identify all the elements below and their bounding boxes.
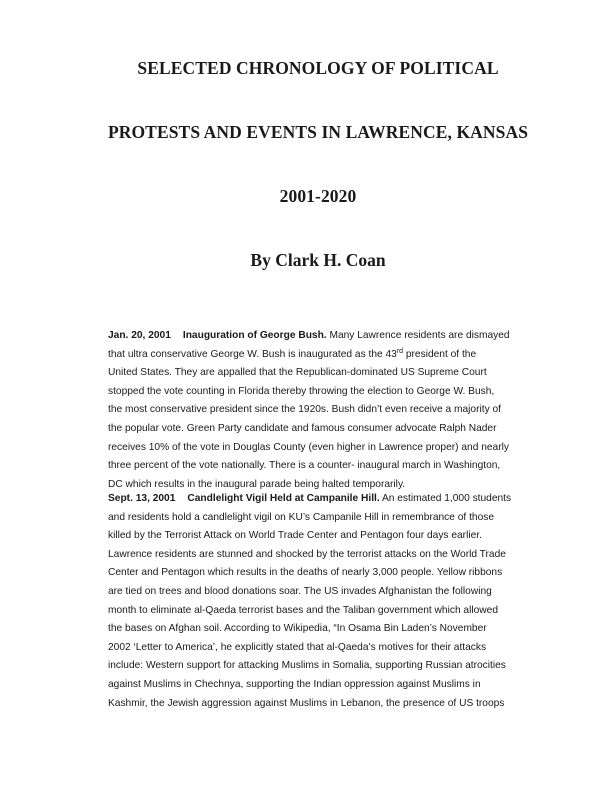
- entry-line: include: Western support for attacking Muslims in Somalia, supporting Russian atrocities: [108, 660, 506, 672]
- title-line-1: SELECTED CHRONOLOGY OF POLITICAL: [137, 58, 499, 78]
- entry-text: that ultra conservative George W. Bush is inaugurated as the 43: [108, 348, 397, 360]
- entry-line: receives 10% of the vote in Douglas County (even higher in Lawrence proper) and nearly: [108, 441, 509, 453]
- entry-line: are tied on trees and blood donations soar. The US invades Afghanistan the following: [108, 585, 492, 597]
- entry-line: [108, 346, 548, 365]
- entry-line: DC which results in the inaugural parade being halted temporarily.: [108, 478, 406, 490]
- entry-line: three percent of the vote nationally. There is a counter- inaugural march in Washington,: [108, 460, 501, 472]
- author-byline: By Clark H. Coan: [250, 250, 386, 270]
- entry-text: Many Lawrence residents are dismayed: [326, 330, 510, 341]
- entry-line: stopped the vote counting in Florida thereby throwing the election to George W. Bush,: [108, 385, 495, 397]
- entry-text: president of the: [403, 348, 477, 360]
- entry-line: the popular vote. Green Party candidate and famous consumer advocate Ralph Nader: [108, 422, 497, 434]
- entry-line: [108, 490, 548, 509]
- title-line-2: PROTESTS AND EVENTS IN LAWRENCE, KANSAS: [107, 122, 529, 142]
- entry-line: [108, 327, 548, 346]
- entry-line: 2002 ‘Letter to America’, he explicitly stated that al-Qaeda’s motives for their attacks: [108, 641, 487, 653]
- entry-line: month to eliminate al-Qaeda terrorist bases and the Taliban government which allowed: [108, 604, 498, 616]
- entry-line: killed by the Terrorist Attack on World Trade Center and Pentagon four days earlier.: [108, 530, 482, 542]
- entry-heading: Inauguration of George Bush.: [182, 330, 327, 341]
- entry-line: Center and Pentagon which results in the deaths of nearly 3,000 people. Yellow ribbons: [108, 567, 503, 579]
- entry-heading: Candlelight Vigil Held at Campanile Hill.: [187, 493, 380, 504]
- entry-line: Kashmir, the Jewish aggression against Muslims in Lebanon, the presence of US troops: [108, 697, 505, 709]
- entry-date: Sept. 13, 2001: [108, 493, 176, 504]
- entry-line: the bases on Afghan soil. According to Wikipedia, “In Osama Bin Laden’s November: [108, 623, 487, 635]
- entry-text: An estimated 1,000 students: [379, 493, 512, 504]
- chronology-entry-2001-01-20: [108, 327, 548, 494]
- entry-line: and residents hold a candlelight vigil on KU’s Campanile Hill in remembrance of those: [108, 511, 495, 523]
- entry-line: the most conservative president since the 1920s. Bush didn’t even receive a majority of: [108, 404, 501, 416]
- entry-line: Lawrence residents are stunned and shocked by the terrorist attacks on the World Trade: [108, 548, 506, 560]
- title-line-3: 2001-2020: [279, 186, 357, 206]
- ordinal-suffix: rd: [396, 347, 404, 355]
- entry-line: United States. They are appalled that the Republican-dominated US Supreme Court: [108, 367, 487, 379]
- entry-line: against Muslims in Chechnya, supporting the Indian oppression against Muslims in: [108, 678, 481, 690]
- entry-date: Jan. 20, 2001: [108, 330, 171, 341]
- chronology-entry-2001-09-13: [108, 490, 548, 713]
